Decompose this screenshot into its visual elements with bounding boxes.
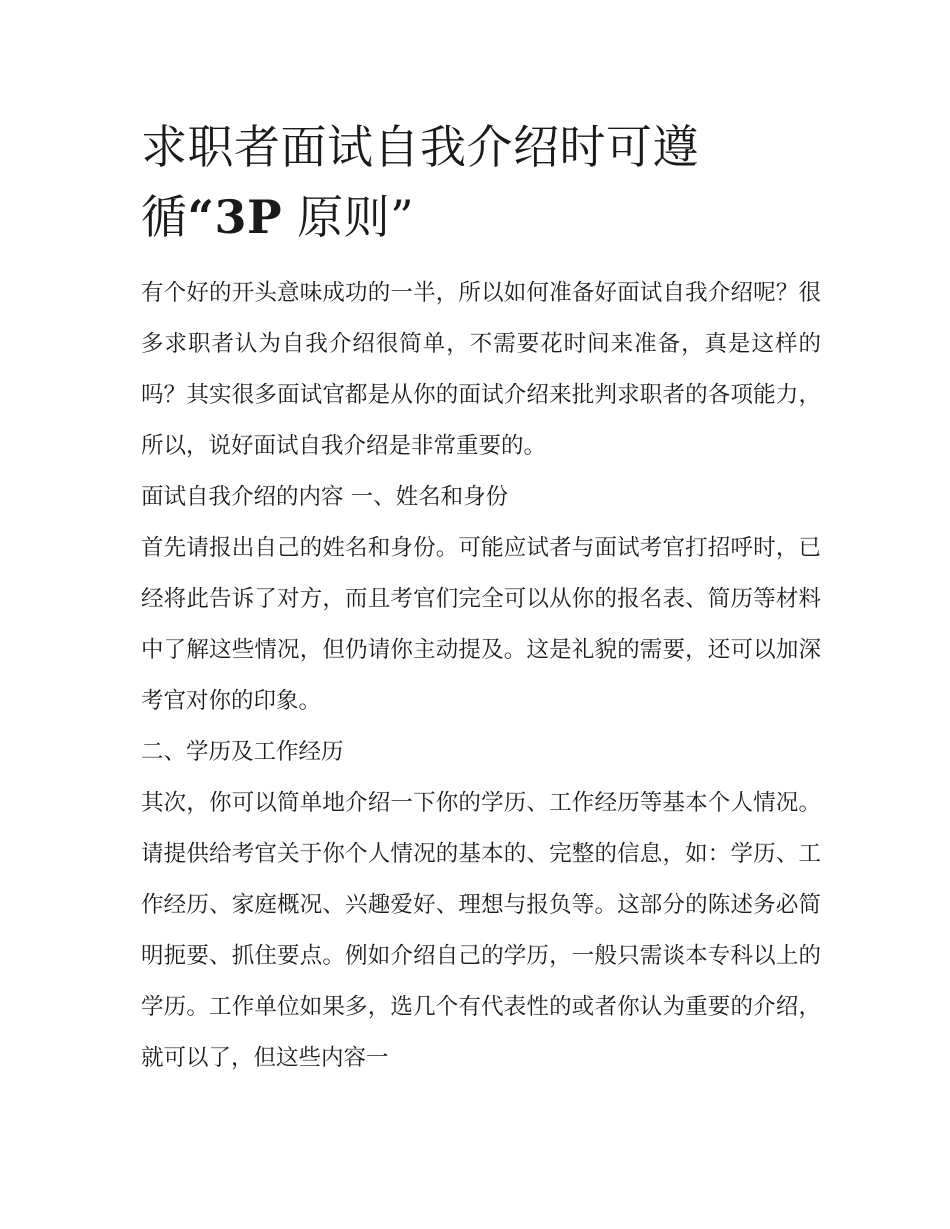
title-text: 求职者面试自我介绍时可遵循 — [141, 120, 699, 244]
intro-paragraph: 有个好的开头意味成功的一半，所以如何准备好面试自我介绍呢？很多求职者认为自我介绍很简单，不需要花时间来准备，真是这样的吗？其实很多面试官都是从你的面试介绍来批判求职者的各项能力，所以，说好面试自我介绍是非常重要的。 — [141, 280, 821, 459]
section2-heading: 二、学历及工作经历 — [141, 739, 344, 765]
document-title — [141, 112, 781, 252]
section2-paragraph: 其次，你可以简单地介绍一下你的学历、工作经历等基本个人情况。请提供给考官关于你个人情况的基本的、完整的信息，如：学历、工作经历、家庭概况、兴趣爱好、理想与报负等。这部分的陈述务必简明扼要、抓住要点。例如介绍自己的学历，一般只需谈本专科以上的学历。工作单位如果多，选几个有代表性的或者你认为重要的介绍，就可以了，但这些内容一 — [141, 790, 821, 1071]
section-heading: 面试自我介绍的内容 一、姓名和身份 — [141, 484, 509, 510]
document-body — [141, 268, 821, 1084]
section1-paragraph: 首先请报出自己的姓名和身份。可能应试者与面试考官打招呼时，已经将此告诉了对方，而且考官们完全可以从你的报名表、简历等材料中了解这些情况，但仍请你主动提及。这是礼貌的需要，还可以加深考官对你的印象。 — [141, 535, 821, 714]
title-3p: “3P — [187, 190, 283, 244]
title-principle: 原则” — [282, 190, 415, 244]
document-page — [141, 112, 821, 1084]
